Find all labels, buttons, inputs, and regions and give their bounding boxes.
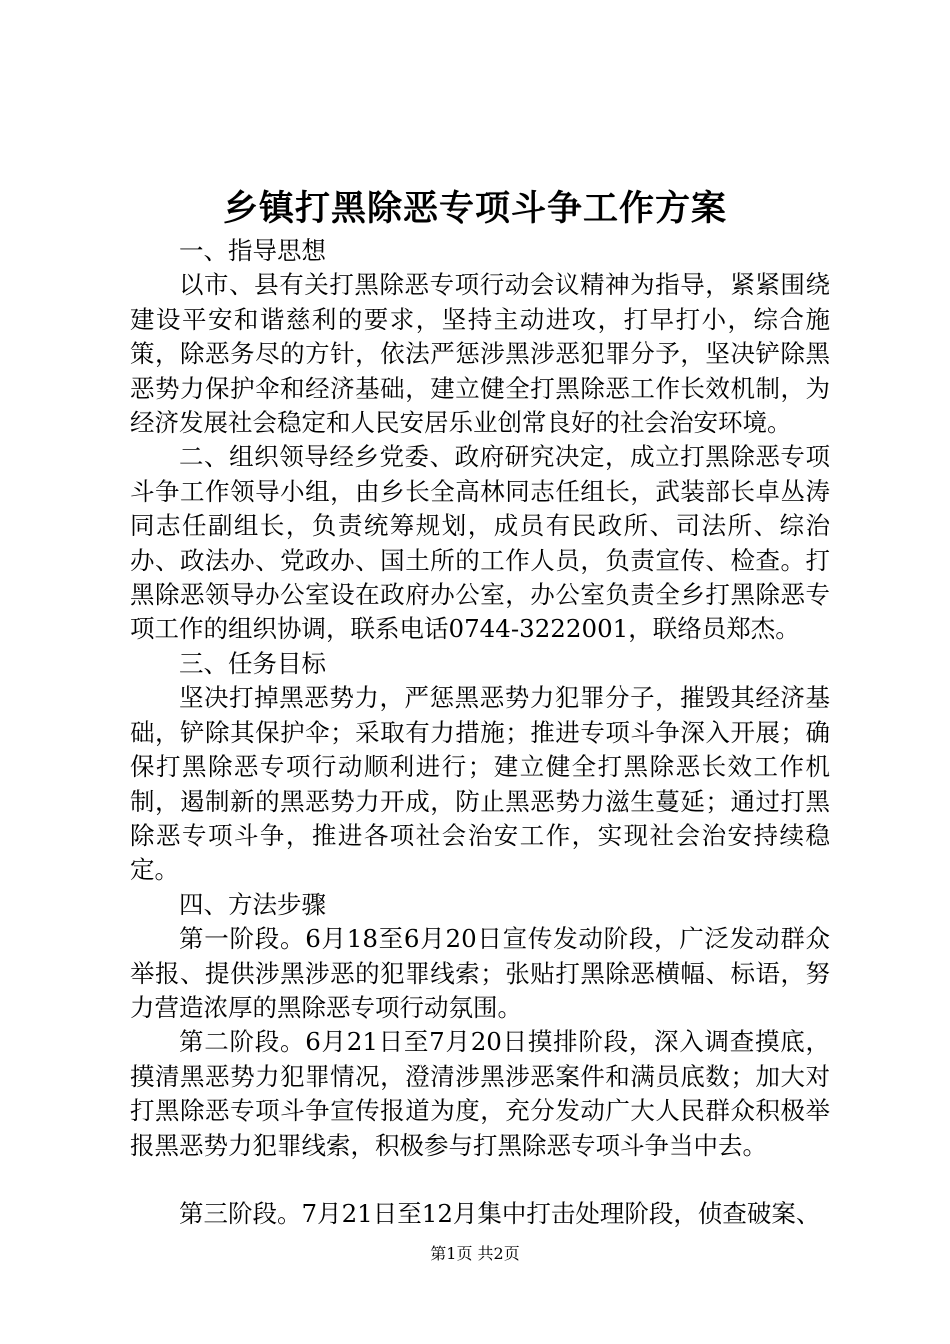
paragraph-guiding-ideology: 以市、县有关打黑除恶专项行动会议精神为指导，紧紧围绕建设平安和谐慈利的要求，坚持主动进攻，打早打小，综合施策，除恶务尽的方针，依法严惩涉黑涉恶犯罪分予，坚决铲除黑恶势力保护伞和经济基础，建立健全打黑除恶工作长效机制，为经济发展社会稳定和人民安居乐业创常良好的社会治安环境。 [130, 270, 830, 438]
document-title: 乡镇打黑除恶专项斗争工作方案 [222, 188, 727, 229]
paragraph-stage-three: 第三阶段。7月21日至12月集中打击处理阶段，侦查破案、 [179, 1198, 821, 1228]
section-heading-guiding-ideology: 一、指导思想 [179, 236, 326, 265]
paragraph-stage-two: 第二阶段。6月21日至7月20日摸排阶段，深入调查摸底，摸清黑恶势力犯罪情况，澄清涉黑涉恶案件和满员底数；加大对打黑除恶专项斗争宣传报道为度，充分发动广大人民群众积极举报黑恶势力犯罪线索，积极参与打黑除恶专项斗争当中去。 [130, 1027, 830, 1160]
paragraph-stage-one: 第一阶段。6月18至6月20日宣传发动阶段，广泛发动群众举报、提供涉黑涉恶的犯罪线索；张贴打黑除恶横幅、标语，努力营造浓厚的黑除恶专项行动氛围。 [130, 924, 830, 1022]
section-heading-task-goals: 三、任务目标 [179, 648, 326, 678]
page-number-footer: 第1页 共2页 [430, 1244, 520, 1263]
document-body [130, 234, 830, 1231]
paragraph-task-goals: 坚决打掉黑恶势力，严惩黑恶势力犯罪分子，摧毁其经济基础，铲除其保护伞；采取有力措施；推进专项斗争深入开展；确保打黑除恶专项行动顺利进行；建立健全打黑除恶长效工作机制，遏制新的黑恶势力开成，防止黑恶势力滋生蔓延；通过打黑除恶专项斗争，推进各项社会治安工作，实现社会治安持续稳定。 [130, 683, 830, 885]
section-heading-method-steps: 四、方法步骤 [179, 889, 326, 919]
paragraph-organization-leadership: 二、组织领导经乡党委、政府研究决定，成立打黑除恶专项斗争工作领导小组，由乡长全高林同志任组长，武装部长卓丛涛同志任副组长，负责统筹规划，成员有民政所、司法所、综治办、政法办、党政办、国土所的工作人员，负责宣传、检查。打黑除恶领导办公室设在政府办公室，办公室负责全乡打黑除恶专项工作的组织协调，联系电话0744-3222001，联络员郑杰。 [130, 442, 830, 644]
